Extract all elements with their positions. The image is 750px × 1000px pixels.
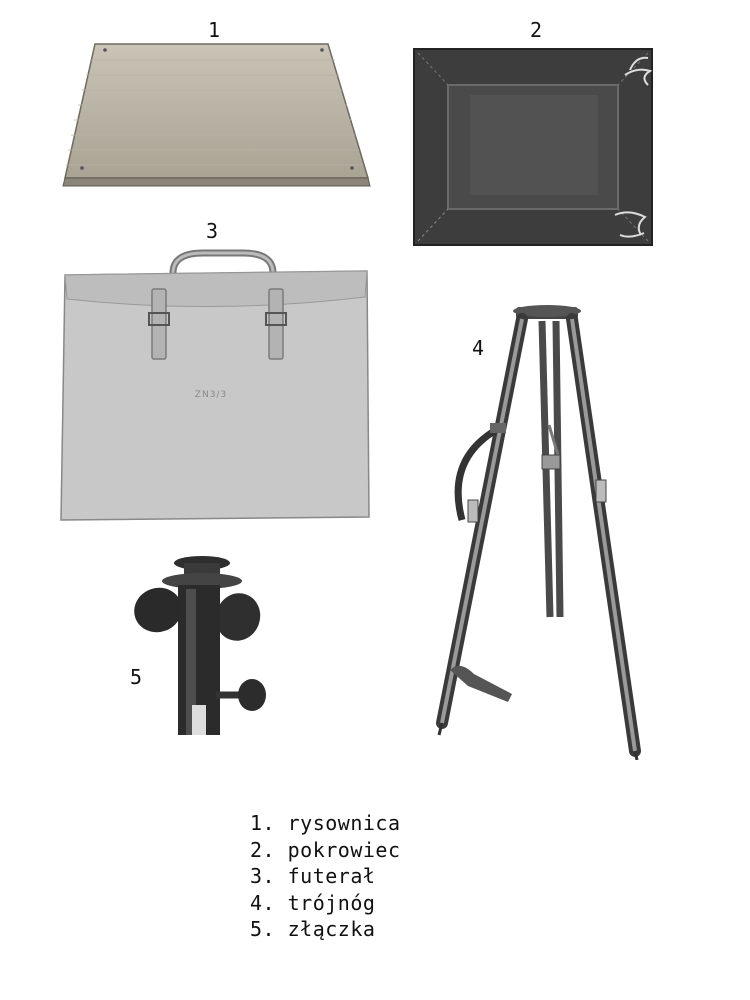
legend-number: 2.: [250, 837, 276, 862]
legend-label: trójnóg: [287, 890, 376, 915]
legend: [250, 810, 401, 943]
legend-item: [250, 916, 401, 943]
legend-number: 4.: [250, 890, 276, 915]
carrying-case-icon: [55, 245, 375, 525]
figure-number-4: 4: [472, 336, 485, 360]
legend-item: [250, 837, 401, 864]
drawing-board-icon: [60, 40, 375, 190]
legend-label: pokrowiec: [287, 837, 401, 862]
board-cover-icon: [410, 45, 660, 250]
legend-item: [250, 890, 401, 917]
legend-item: [250, 863, 401, 890]
legend-label: futerał: [287, 864, 376, 888]
legend-item: [250, 810, 401, 837]
tripod-icon: [430, 305, 650, 760]
legend-label: złączka: [287, 917, 376, 941]
legend-number: 5.: [250, 917, 276, 941]
figure-number-2: 2: [530, 18, 543, 42]
bag-stamp: ZN3/3: [194, 390, 228, 400]
connector-icon: [130, 555, 270, 740]
legend-number: 1.: [250, 811, 276, 835]
legend-label: rysownica: [287, 811, 401, 835]
figure-number-5: 5: [130, 665, 143, 689]
figure-number-1: 1: [208, 18, 221, 42]
figure-number-3: 3: [206, 219, 219, 243]
legend-number: 3.: [250, 864, 276, 888]
